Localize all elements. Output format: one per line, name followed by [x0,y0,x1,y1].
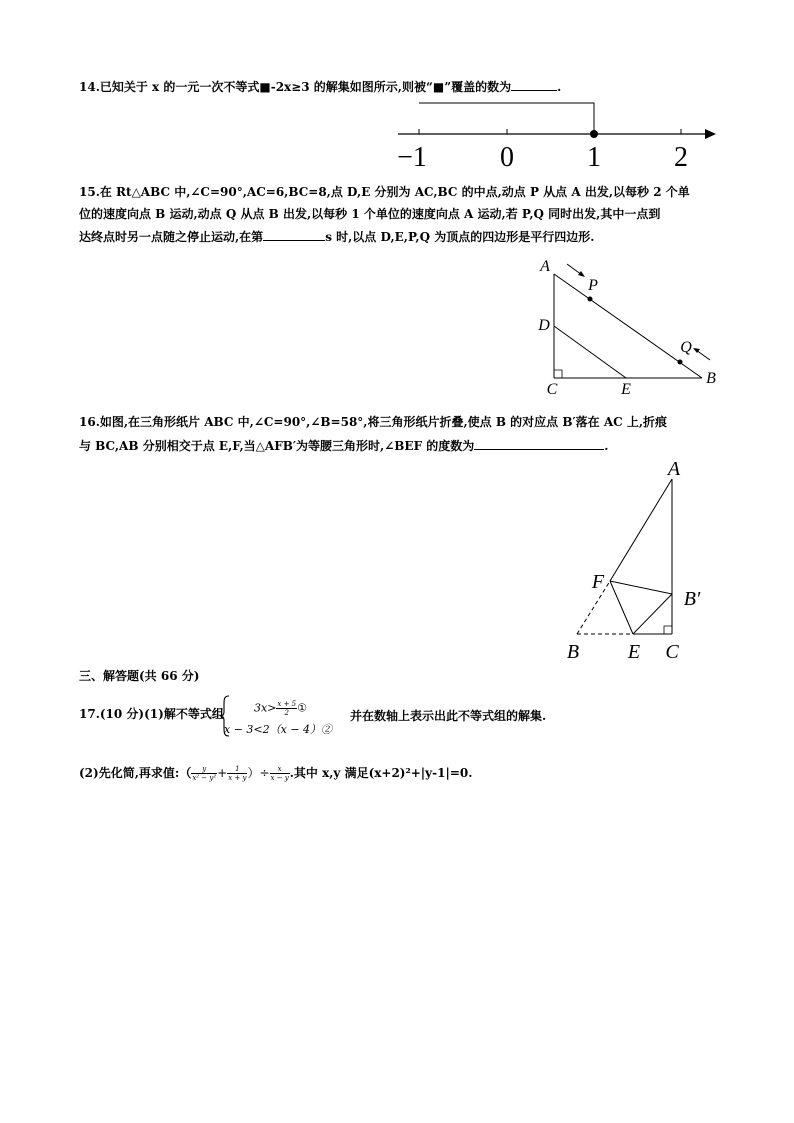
arrow-head-icon [705,129,716,139]
right-angle-mark [554,370,562,378]
segment-EBp [633,594,672,634]
q15-line2: 位的速度向点 B 运动,动点 Q 从点 B 出发,以每秒 1 个单位的速度向点 A 运动,若 P,Q 同时出发,其中一点到 [79,207,661,221]
label-E: E [627,641,641,663]
label-C: C [546,381,558,397]
inequality-2: x − 3<2（x − 4）② [224,723,333,736]
q15-line1: 15.在 Rt△ABC 中,∠C=90°,AC=6,BC=8,点 D,E 分别为 AC,BC 的中点,动点 P 从点 A 出发,以每秒 2 个单 [79,185,690,199]
answer-blank [263,228,325,241]
tick-label-1: 1 [587,142,601,173]
tick-label-minus1: −1 [397,142,427,173]
answer-blank [474,437,604,450]
label-B: B [566,641,580,663]
q16-fold-figure [556,455,716,665]
label-Bprime: B′ [683,588,701,610]
section-3-title: 三、解答题(共 66 分) [79,669,200,683]
q17-part2: (2)先化简,再求值:（ $\frac{y}{\text{x² − y²}}$ + $\frac{1}{x + y}$ ）÷ $\frac{x}{x - y}$ .其中 x,y 满足(x+2)²+|y-1|=0. [79,765,473,782]
q14-text: 14.已知关于 x 的一元一次不等式■-2x≥3 的解集如图所示,则被“■”覆盖的数为 [79,80,512,94]
tick-label-0: 0 [500,142,514,173]
fraction-2: $\frac{1}{x + y}$ [228,765,247,782]
solid-point [590,130,598,138]
label-D: D [538,317,550,334]
point-P [588,297,593,302]
label-A: A [540,258,550,275]
q16-line1: 16.如图,在三角形纸片 ABC 中,∠C=90°,∠B=58°,将三角形纸片折叠,使点 B 的对应点 B′落在 AC 上,折痕 [79,415,668,429]
segment-FBp [610,581,672,594]
label-P: P [588,277,598,294]
side-AF [610,479,672,581]
right-angle-mark [664,626,672,634]
q15-triangle-figure [530,252,730,397]
tick-label-2: 2 [674,142,688,173]
q17-part1-suffix: 并在数轴上表示出此不等式组的解集. [350,709,547,723]
number-line-figure [390,96,730,176]
fraction-3: $\frac{x}{x - y}$ [270,765,289,782]
point-Q [678,360,683,365]
label-E: E [621,381,631,397]
q16-line2: 与 BC,AB 分别相交于点 E,F,当△AFB′为等腰三角形时,∠BEF 的度数为 . [79,439,609,453]
label-Q: Q [680,339,692,356]
label-F: F [591,571,605,593]
crease-FE [610,581,633,634]
label-A: A [667,458,681,480]
label-B: B [706,370,716,387]
inequality-1: 3x> $\frac{x + 5}{2}$ ① [254,700,308,717]
q17-part1-prefix: 17.(10 分)(1)解不等式组 [79,707,224,721]
segment-DE [554,326,626,378]
question-14: 14.已知关于 x 的一元一次不等式■-2x≥3 的解集如图所示,则被“■”覆盖的数为 . [79,80,562,94]
q15-line3: 达终点时另一点随之停止运动,在第 s 时,以点 D,E,P,Q 为顶点的四边形是平行四边形. [79,230,595,244]
arrow-P-head-icon [578,271,585,277]
fraction-1: $\frac{y}{\text{x² − y²}}$ [192,765,217,782]
label-C: C [665,641,679,663]
answer-blank [511,78,557,91]
